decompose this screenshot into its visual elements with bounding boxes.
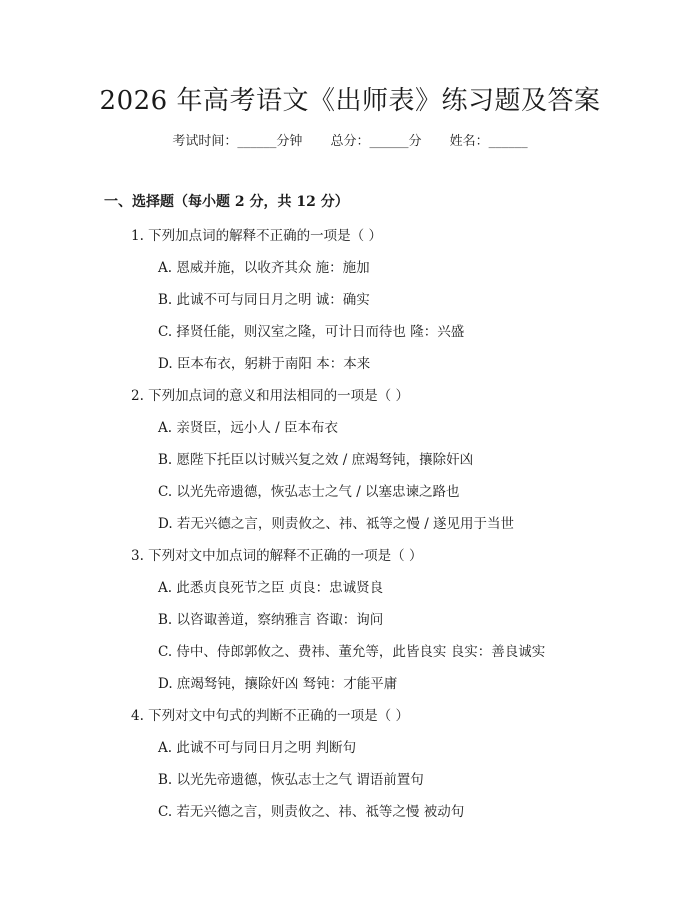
question-option: C. 若无兴德之言，则责攸之、祎、祗等之慢 被动句 — [158, 804, 465, 820]
question-option: C. 择贤任能，则汉室之隆，可计日而待也 隆：兴盛 — [158, 324, 465, 340]
page-title: 2026 年高考语文《出师表》练习题及答案 — [99, 86, 601, 116]
question-option: A. 此悉贞良死节之臣 贞良：忠诚贤良 — [158, 580, 384, 596]
exam-meta — [0, 130, 700, 149]
question-option: D. 臣本布衣，躬耕于南阳 本：本来 — [158, 356, 371, 372]
question-option: B. 愿陛下托臣以讨贼兴复之效 / 庶竭驽钝，攘除奸凶 — [158, 452, 474, 468]
student-name: 姓名：______ — [449, 134, 528, 149]
question-stem: 1. 下列加点词的解释不正确的一项是（ ） — [131, 228, 382, 244]
question-stem: 3. 下列对文中加点词的解释不正确的一项是（ ） — [131, 548, 423, 564]
question-option: C. 以光先帝遗德，恢弘志士之气 / 以塞忠谏之路也 — [158, 484, 460, 500]
question-option: D. 若无兴德之言，则责攸之、祎、祗等之慢 / 遂见用于当世 — [158, 516, 515, 532]
question-option: C. 侍中、侍郎郭攸之、费祎、董允等，此皆良实 良实：善良诚实 — [158, 644, 546, 660]
question-stem: 2. 下列加点词的意义和用法相同的一项是（ ） — [131, 388, 409, 404]
question-option: B. 以咨诹善道，察纳雅言 咨诹：询问 — [158, 612, 384, 628]
question-option: B. 此诚不可与同日月之明 诚：确实 — [158, 292, 370, 308]
question-option: B. 以光先帝遗德，恢弘志士之气 谓语前置句 — [158, 772, 424, 788]
question-option: A. 亲贤臣，远小人 / 臣本布衣 — [158, 420, 338, 436]
question-option: D. 庶竭驽钝，攘除奸凶 驽钝：才能平庸 — [158, 676, 398, 692]
question-stem: 4. 下列对文中句式的判断不正确的一项是（ ） — [131, 708, 409, 724]
question-option: A. 此诚不可与同日月之明 判断句 — [158, 740, 357, 756]
exam-time: 考试时间：______分钟 — [172, 134, 303, 149]
question-option: A. 恩威并施，以收齐其众 施：施加 — [158, 260, 370, 276]
exam-score: 总分：______分 — [330, 134, 422, 149]
section-heading: 一、选择题（每小题 2 分，共 12 分） — [104, 194, 349, 210]
